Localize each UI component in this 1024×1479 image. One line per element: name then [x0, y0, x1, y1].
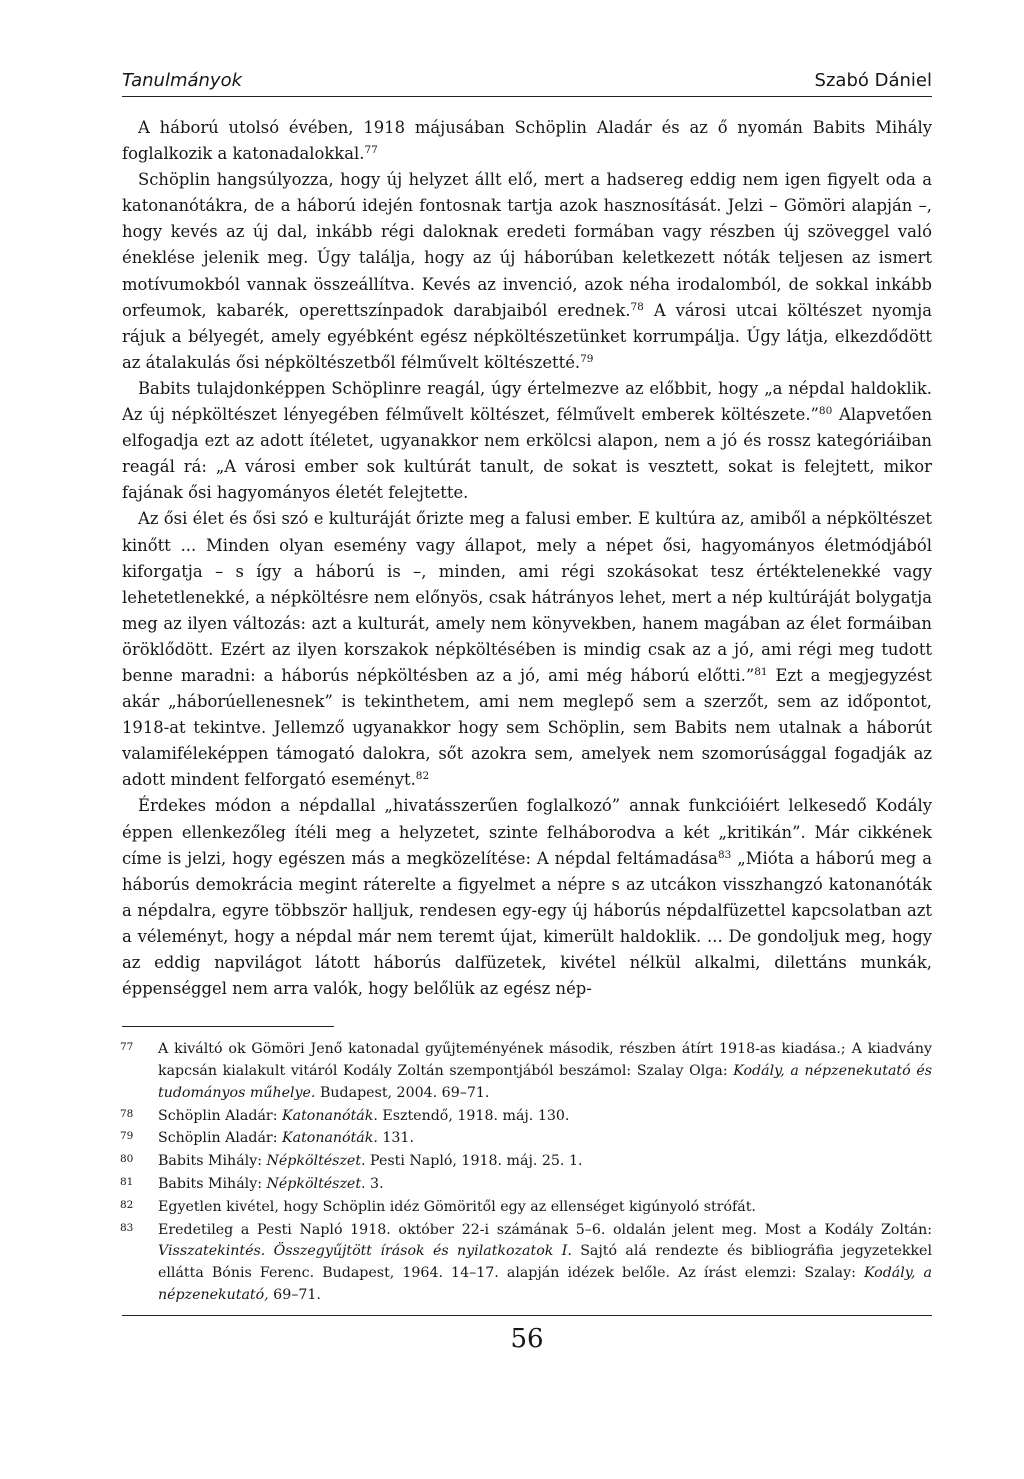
- page-number: 56: [510, 1323, 544, 1354]
- text-run: Schöplin Aladár:: [158, 1107, 283, 1124]
- footnote-separator: [122, 1026, 334, 1027]
- footnote-reference: 79: [580, 352, 594, 365]
- running-header: [122, 70, 932, 97]
- text-run: A kiváltó ok Gömöri Jenő katonadal gyűjteményének második, részben átírt 1918-as kiadása.; A kiadvány kapcsán kialakult vitáról Kodály Zoltán szempontjából beszámol: Szalay Olga:: [158, 1041, 932, 1079]
- footnote-number: 79: [120, 1130, 134, 1143]
- footnote-reference: 80: [818, 405, 833, 418]
- footnote: [120, 1106, 932, 1128]
- footnote-reference: 82: [415, 770, 430, 783]
- paragraph: [122, 167, 932, 376]
- text-run: 3.: [365, 1175, 384, 1192]
- italic-title: Népköltészet.: [266, 1153, 366, 1170]
- footnote: [120, 1220, 932, 1307]
- text-run: Sajtó alá rendezte és bibliográfia jegyzetekkel ellátta Bónis Ferenc. Budapest, 1964. 14–17. alapján idézek belőle. Az írást elemzi: Szalay:: [158, 1243, 932, 1282]
- footnote: [120, 1197, 932, 1219]
- footnote-number: 81: [120, 1175, 134, 1188]
- footnote: [120, 1039, 932, 1104]
- footnote-number: 83: [120, 1221, 134, 1234]
- text-run: 131.: [377, 1130, 414, 1147]
- text-run: A városi utcai költészet nyomja rájuk a bélyegét, amely egyébként egész népköltészetünket korrumpálja. Úgy látja, elkezdődött az átalakulás ősi népköltészetből félművelt költészetté.: [122, 300, 932, 372]
- footnote-number: 82: [120, 1198, 134, 1211]
- paragraph: [122, 506, 932, 793]
- footnote-number: 80: [120, 1153, 134, 1166]
- paragraph: [122, 793, 932, 1002]
- footnote: [120, 1174, 932, 1196]
- text-run: Az ősi élet és ősi szó e kulturáját őrizte meg a falusi ember. E kultúra az, amiből a népköltészet kinőtt ... Minden olyan esemény vagy állapot, mely a népet ősi, hagyományos életmódjából kiforgatja – s így a háború is –, minden, ami régi szokásokat tesz értéktelenekké vagy lehetetlenekké, a népköltésre nem előnyös, csak hátrányos lehet, mert a nép kultúráját bolygatja meg az ilyen változás: azt a kulturát, amely nem könyvekben, hanem magában az élet formáiban öröklődött. Ezért az ilyen korszakok népköltésében is mindig csak az a jó, ami régi meg tudott benne maradni: a háborús népköltésben az a jó, ami még háború előtti.”: [122, 509, 932, 685]
- italic-title: Népköltészet.: [266, 1175, 366, 1192]
- text-run: „Mióta a háború meg a háborús demokrácia megint ráterelte a figyelmet a népre s az utcákon visszhangzó katonanóták a népdalra, egyre többször halljuk, rendesen egy-egy új háborús népdalfüzettel kapcsolatban azt a véleményt, hogy a népdal már nem teremt újat, kimerült haldoklik. ... De gondoljuk meg, hogy az eddig napvilágot látott háborús dalfüzetek, kivétel nélkül alkalmi, dilettáns munkák, éppenséggel nem arra valók, hogy belőlük az egész nép-: [122, 848, 932, 999]
- paragraph: [122, 376, 932, 506]
- text-run: Érdekes módon a népdallal „hivatásszerűen foglalkozó” annak funkcióiért lelkesedő Kodály éppen ellenkezőleg ítéli meg a helyzetet, szinte felháborodva a két „kritikán”. Már cikkének címe is jelzi, hogy egészen más a megközelítése: A népdal feltámadása: [122, 796, 932, 868]
- text-run: Budapest, 2004. 69–71.: [315, 1084, 490, 1101]
- text-run: Esztendő, 1918. máj. 130.: [377, 1107, 570, 1124]
- text-run: Ezt a megjegyzést akár „háborúellenesnek” is tekinthetem, ami nem meglepő sem a szerzőt, sem az időpontot, 1918-at tekintve. Jellemző ugyanakkor hogy sem Schöplin, sem Babits nem utalnak a háborút valamiféleképpen támogató dalokra, sőt azokra sem, amelyek nem szomorúsággal fogadják az adott mindent felforgató eseményt.: [122, 665, 932, 790]
- text-run: 69–71.: [268, 1286, 321, 1303]
- text-run: Babits tulajdonképpen Schöplinre reagál, úgy értelmezve az előbbit, hogy „a népdal haldoklik. Az új népköltészet lényegében félművelt költészet, félművelt emberek költészete.”: [122, 378, 932, 425]
- footnote: [120, 1151, 932, 1173]
- footnote: [120, 1128, 932, 1150]
- footnote-reference: 81: [754, 665, 768, 678]
- footnote-reference: 83: [717, 848, 732, 861]
- italic-title: Kodály, a népzenekutató,: [158, 1265, 932, 1303]
- footnote-reference: 77: [364, 144, 378, 157]
- section-title: Tanulmányok: [122, 70, 243, 91]
- text-run: Schöplin hangsúlyozza, hogy új helyzet állt elő, mert a hadsereg eddig nem igen figyelt oda a katonanótákra, de a háború idején fontosnak tartja azok hasznosítását. Jelzi – Gömöri alapján –, hogy kevés az új dal, inkább régi daloknak eredeti formában vagy részben új szöveggel való éneklése jelenik meg. Úgy találja, hogy az új háborúban keletkezett nóták teljesen az ismert motívumokból vannak összeállítva. Kevés az invenció, azok néha irodalomból, de sokkal inkább orfeumok, kabarék, operettszínpadok darabjaiból erednek.: [122, 170, 932, 320]
- footnote-number: 77: [120, 1041, 134, 1054]
- body-text: [122, 115, 932, 1002]
- author-name: Szabó Dániel: [814, 70, 932, 91]
- text-run: Babits Mihály:: [158, 1175, 267, 1192]
- footnote-number: 78: [120, 1107, 134, 1120]
- document-page: [122, 70, 932, 1354]
- text-run: Egyetlen kivétel, hogy Schöplin idéz Gömöritől egy az ellenséget kigúnyoló strófát.: [158, 1198, 756, 1215]
- footnote-reference: 78: [630, 300, 644, 313]
- italic-title: Katonanóták.: [282, 1107, 378, 1124]
- text-run: Babits Mihály:: [158, 1153, 267, 1170]
- text-run: A háború utolsó évében, 1918 májusában Schöplin Aladár és az ő nyomán Babits Mihály foglalkozik a katonadalokkal.: [122, 118, 932, 164]
- italic-title: Kodály, a népzenekutató és tudományos műhelye.: [158, 1062, 932, 1101]
- text-run: Alapvetően elfogadja ezt az adott ítéletet, ugyanakkor nem erkölcsi alapon, nem a jó és rossz kategóriáiban reagál rá: „A városi ember sok kultúrát tanult, de sokat is vesztett, sokat is felejtett, mikor fajának ősi hagyományos életét felejtette.: [122, 405, 932, 503]
- text-run: Eredetileg a Pesti Napló 1918. október 22-i számának 5–6. oldalán jelent meg. Most a Kodály Zoltán:: [158, 1221, 932, 1238]
- paragraph: [122, 115, 932, 167]
- bottom-rule: [122, 1315, 932, 1316]
- italic-title: Visszatekintés. Összegyűjtött írások és nyilatkozatok I.: [158, 1243, 572, 1260]
- text-run: Pesti Napló, 1918. máj. 25. 1.: [365, 1153, 583, 1170]
- text-run: Schöplin Aladár:: [158, 1130, 283, 1147]
- italic-title: Katonanóták.: [282, 1130, 378, 1147]
- footnotes: [122, 1039, 932, 1307]
